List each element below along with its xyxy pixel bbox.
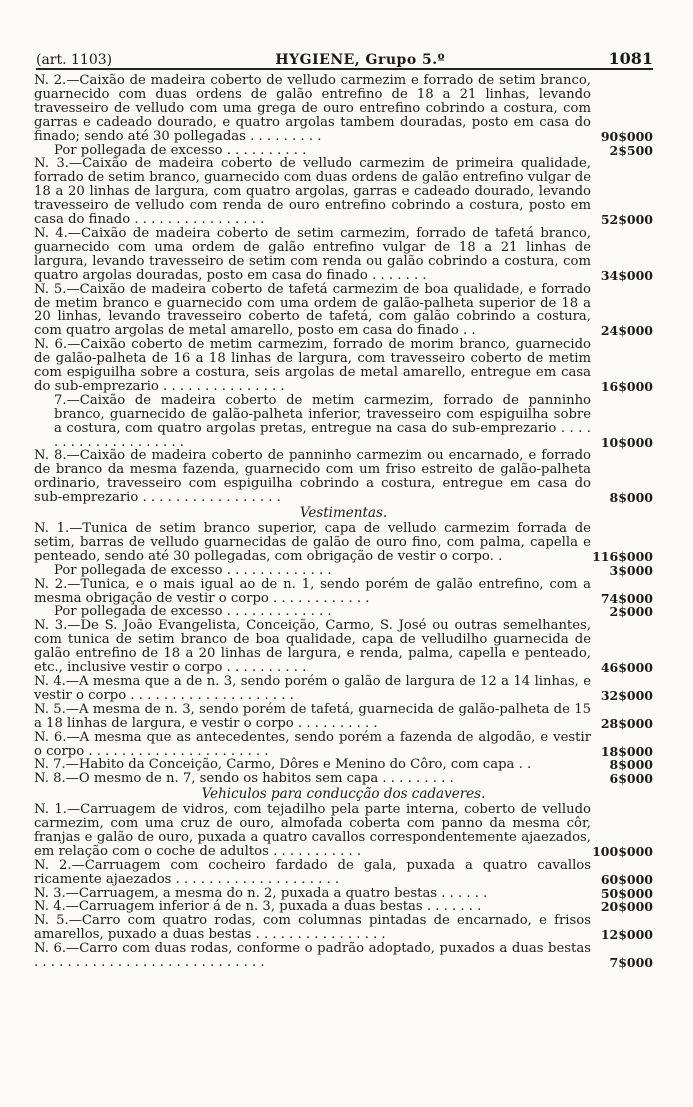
- entry-text: N. 5.—Caixão de madeira coberto de tafetá carmezim de boa qualidade, e forrado de metim branco e guarnecido com uma ordem de galão-palheta superior de 18 a 20 linhas, levando travesseiro coberto de tafetá, com galão cobrindo a costura, com quatro argolas de metal amarello, posto em casa do finado . .: [34, 281, 591, 339]
- list-item: [34, 605, 653, 619]
- entry-amount: 8$000: [609, 490, 653, 506]
- list-item: [34, 283, 653, 339]
- page-number: 1081: [608, 49, 653, 68]
- entry-amount: 3$000: [609, 562, 653, 578]
- entry-amount: 2$000: [609, 604, 653, 620]
- entry-amount: 8$000: [609, 757, 653, 773]
- entry-text: N. 4.—A mesma que a de n. 3, sendo porém o galão de largura de 12 a 14 linhas, e vestir o corpo . . . . . . . . . . . . . . . . . . . .: [34, 673, 591, 703]
- entry-text: N. 6.—A mesma que as antecedentes, sendo porém a fazenda de algodão, e vestir o corpo . . . . . . . . . . . . . . . . . . . . . .: [34, 729, 591, 759]
- entry-text: N. 5.—Carro com quatro rodas, com columnas pintadas de encarnado, e frisos amarellos, puxado a duas bestas . . . . . . . . . . . . . . . .: [34, 913, 591, 943]
- entry-amount: 100$000: [592, 843, 653, 859]
- entry-text: Por pollegada de excesso . . . . . . . . . .: [54, 142, 307, 158]
- vehiculos-list: [34, 803, 653, 970]
- list-item: [34, 731, 653, 759]
- entry-text: N. 2.—Caixão de madeira coberto de velludo carmezim e forrado de setim branco, guarnecido com duas ordens de galão entrefino de 18 a 21 linhas, levando travesseiro de velludo com uma grega de ouro entrefino cobrindo a costura, com garras e cadeado dourado, e quatro argolas tambem douradas, posto em casa do finado; sendo até 30 pollegadas . . . . . . . . .: [34, 73, 591, 144]
- entry-text: N. 6.—Caixão coberto de metim carmezim, forrado de morim branco, guarnecido de galão-palheta de 16 a 18 linhas de largura, com travesseiro coberto de metim com espiguilha sobre a costura, seis argolas de metal amarello, entregue em casa do sub-emprezario . . . . . . . . . . . . . . .: [34, 337, 591, 394]
- list-item: [34, 772, 653, 786]
- entry-amount: 7$000: [609, 955, 653, 971]
- entry-amount: 16$000: [600, 378, 653, 394]
- entry-amount: 46$000: [600, 660, 653, 676]
- entry-text: N. 1.—Tunica de setim branco superior, capa de velludo carmezim forrada de setim, barras de velludo guarnecidas de galão de ouro fino, com palma, capella e penteado, sendo até 30 pollegadas, com obrigação de vestir o corpo. .: [34, 521, 591, 564]
- entry-amount: 10$000: [600, 434, 653, 450]
- list-item: [34, 675, 653, 703]
- list-item: [34, 859, 653, 887]
- entry-amount: 32$000: [600, 687, 653, 703]
- section-heading-vestimentas: Vestimentas.: [299, 505, 388, 522]
- list-item: [34, 394, 653, 450]
- document-body: [34, 74, 653, 970]
- list-item: [34, 758, 653, 772]
- entry-text: N. 8.—Caixão de madeira coberto de panninho carmezim ou encarnado, e forrado de branco da mesma fazenda, guarnecido com um friso estreito de galão-palheta ordinario, travesseiro com espiguilha cobrindo a costura, entregue em casa do sub-emprezario . . . . . . . . . . . . . . . . .: [34, 448, 591, 506]
- entry-text: N. 3.—De S. João Evangelista, Conceição, Carmo, S. José ou outras semelhantes, com tunica de setim branco de boa qualidade, capa de velludilho guarnecida de galão entrefino de 18 a 20 linhas de largura, e renda, palma, capella e penteado, etc., inclusive vestir o corpo . . . . . . . . . .: [34, 618, 591, 676]
- entry-amount: 60$000: [600, 871, 653, 887]
- entry-text: 7.—Caixão de madeira coberto de metim carmezim, forrado de panninho branco, guarnecido de galão-palheta inferior, travesseiro com espiguilha sobre a costura, com quatro argolas pretas, entregue na casa do sub-emprezario . . . . . . . . . . . . . . . . . . . .: [54, 392, 591, 450]
- entry-text: N. 4.—Carruagem inferior á de n. 3, puxada a duas bestas . . . . . . .: [34, 899, 482, 915]
- entry-amount: 6$000: [609, 771, 653, 787]
- entry-text: N. 7.—Habito da Conceição, Carmo, Dôres e Menino do Côro, com capa . .: [34, 757, 532, 773]
- list-item: [34, 900, 653, 914]
- list-item: [34, 703, 653, 731]
- list-item: [34, 522, 653, 564]
- entry-amount: 52$000: [600, 212, 653, 228]
- entry-amount: 116$000: [592, 548, 653, 564]
- entry-amount: 90$000: [600, 128, 653, 144]
- entry-text: N. 1.—Carruagem de vidros, com tejadilho pela parte interna, coberto de velludo carmezim, com uma cruz de ouro, almofada coberta com panno da mesma côr, franjas e galão de ouro, puxada a quatro cavallos correspondentemente ajaezados, em relação com o coche de adultos . . . . . . . . . . .: [34, 802, 591, 859]
- entry-text: N. 8.—O mesmo de n. 7, sendo os habitos sem capa . . . . . . . . .: [34, 771, 454, 787]
- entry-text: N. 3.—Carruagem, a mesma do n. 2, puxada a quatro bestas . . . . . .: [34, 885, 488, 901]
- caixoes-list: [34, 74, 653, 505]
- list-item: [34, 74, 653, 144]
- list-item: [34, 227, 653, 283]
- entry-amount: 28$000: [600, 715, 653, 731]
- entry-amount: 12$000: [600, 927, 653, 943]
- entry-text: Por pollegada de excesso . . . . . . . . . . . . .: [54, 562, 332, 578]
- list-item: [34, 914, 653, 942]
- list-item: [34, 449, 653, 505]
- entry-amount: 2$500: [609, 142, 653, 158]
- list-item: [34, 803, 653, 859]
- list-item: [34, 942, 653, 970]
- list-item: [34, 157, 653, 227]
- list-item: [34, 564, 653, 578]
- entry-text: N. 2.—Carruagem com cocheiro fardado de gala, puxada a quatro cavallos ricamente ajaezados . . . . . . . . . . . . . . . . . . . .: [34, 857, 591, 887]
- list-item: [34, 578, 653, 606]
- list-item: [34, 144, 653, 158]
- entry-amount: 24$000: [600, 323, 653, 339]
- section-heading-vehiculos: Vehiculos para conducção dos cadaveres.: [201, 786, 486, 803]
- entry-amount: 50$000: [600, 885, 653, 901]
- entry-amount: 18$000: [600, 743, 653, 759]
- entry-text: N. 2.—Tunica, e o mais igual ao de n. 1, sendo porém de galão entrefino, com a mesma obrigação de vestir o corpo . . . . . . . . . . . .: [34, 576, 591, 606]
- entry-text: Por pollegada de excesso . . . . . . . . . . . . .: [54, 604, 332, 620]
- list-item: [34, 619, 653, 675]
- entry-text: N. 3.—Caixão de madeira coberto de velludo carmezim de primeira qualidade, forrado de setim branco, guarnecido com duas ordens de galão entrefino vulgar de 18 a 20 linhas de largura, com quatro argolas, garras e cadeado dourado, levando travesseiro de velludo com renda de ouro entrefino cobrindo a costura, posto em casa do finado . . . . . . . . . . . . . . . .: [34, 156, 591, 228]
- running-title: HYGIENE, Grupo 5.º: [275, 52, 446, 68]
- entry-text: N. 5.—A mesma de n. 3, sendo porém de tafetá, guarnecida de galão-palheta de 15 a 18 linhas de largura, e vestir o corpo . . . . . . . . . .: [34, 701, 591, 731]
- list-item: [34, 338, 653, 394]
- entry-amount: 74$000: [600, 590, 653, 606]
- entry-amount: 34$000: [600, 267, 653, 283]
- list-item: [34, 887, 653, 901]
- page-header: [36, 44, 653, 70]
- vestimentas-list: [34, 522, 653, 786]
- entry-text: N. 4.—Caixão de madeira coberto de setim carmezim, forrado de tafetá branco, guarnecido com uma ordem de galão entrefino vulgar de 18 a 21 linhas de largura, levando travesseiro de setim com renda ou galão cobrindo a costura, com quatro argolas douradas, posto em casa do finado . . . . . . .: [34, 225, 591, 283]
- article-reference: (art. 1103): [36, 52, 113, 68]
- entry-amount: 20$000: [600, 899, 653, 915]
- entry-text: N. 6.—Carro com duas rodas, conforme o padrão adoptado, puxados a duas bestas . . . . . . . . . . . . . . . . . . . . . . . . . . . .: [34, 941, 591, 971]
